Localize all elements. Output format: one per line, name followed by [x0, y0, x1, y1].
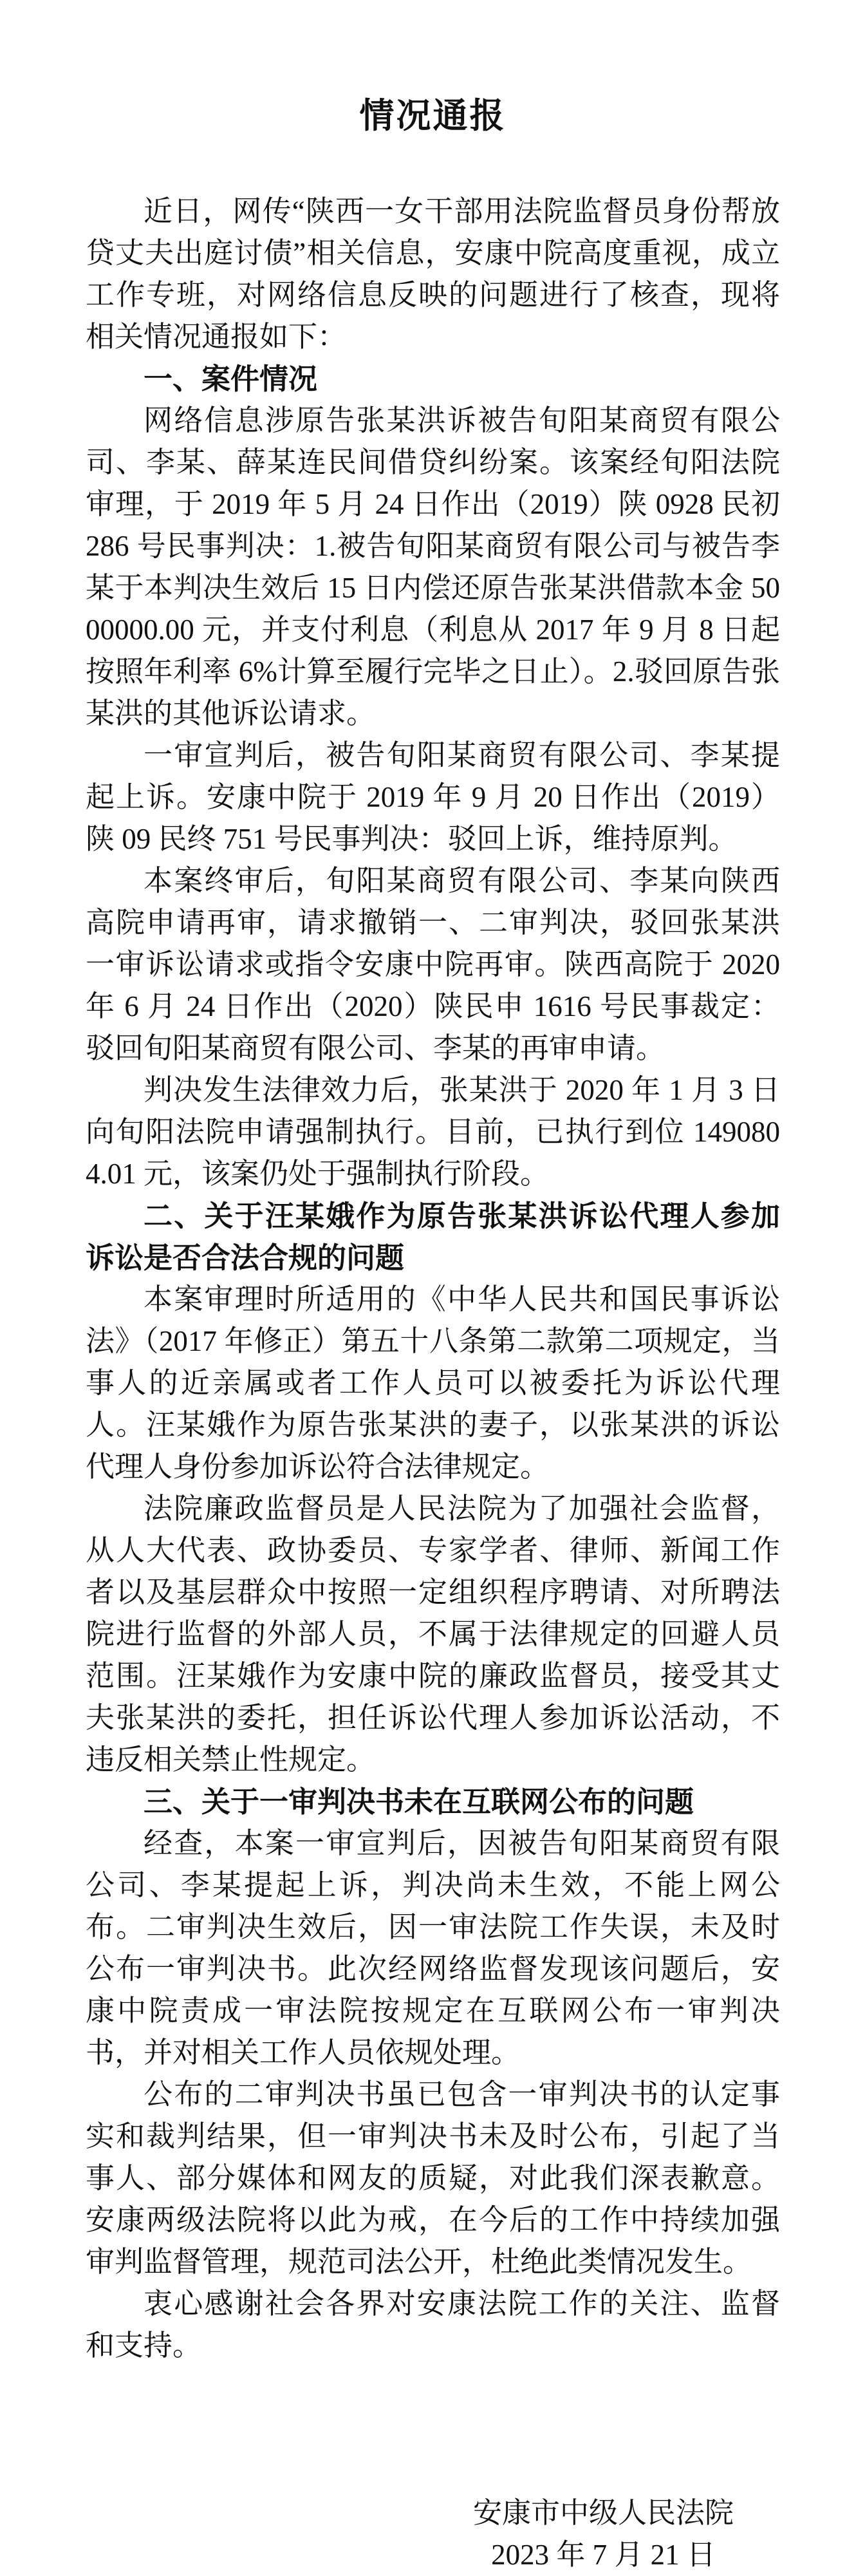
paragraph-apology-commitment: 公布的二审判决书虽已包含一审判决书的认定事实和裁判结果，但一审判决书未及时公布，引起了当事人、部分媒体和网友的质疑，对此我们深表歉意。安康两级法院将以此为戒，在今后的工作中持续加强审判监督管理，规范司法公开，杜绝此类情况发生。: [86, 2078, 780, 2278]
paragraph-case-overview: 网络信息涉原告张某洪诉被告旬阳某商贸有限公司、李某、薛某连民间借贷纠纷案。该案经旬阳法院审理，于 2019 年 5 月 24 日作出（2019）陕 0928 民初 286 号民事判决：1.被告旬阳某商贸有限公司与被告李某于本判决生效后 15 日内偿还原告张某洪借款本金 5000000.00 元，并支付利息（利息从 2017 年 9 月 8 日起按照年利率 6%计算至履行完毕之日止）。2.驳回原告张某洪的其他诉讼请求。: [86, 404, 780, 729]
signature-date: 2023 年 7 月 21 日: [491, 2539, 716, 2571]
document-body: [86, 191, 780, 2367]
section-heading-judgment-publication: 三、关于一审判决书未在互联网公布的问题: [144, 1785, 694, 1818]
paragraph-enforcement-status: 判决发生法律效力后，张某洪于 2020 年 1 月 3 日向旬阳法院申请强制执行。目前，已执行到位 1490804.01 元，该案仍处于强制执行阶段。: [86, 1074, 780, 1190]
paragraph-first-appeal: 一审宣判后，被告旬阳某商贸有限公司、李某提起上诉。安康中院于 2019 年 9 月 20 日作出（2019）陕 09 民终 751 号民事判决：驳回上诉，维持原判。: [86, 739, 780, 855]
paragraph-supervisor-role: 法院廉政监督员是人民法院为了加强社会监督，从人大代表、政协委员、专家学者、律师、新闻工作者以及基层群众中按照一定组织程序聘请、对所聘法院进行监督的外部人员，不属于法律规定的回避人员范围。汪某娥作为安康中院的廉政监督员，接受其丈夫张某洪的委托，担任诉讼代理人参加诉讼活动，不违反相关禁止性规定。: [86, 1492, 780, 1776]
paragraph-law-provision: 本案审理时所适用的《中华人民共和国民事诉讼法》（2017 年修正）第五十八条第二款第二项规定，当事人的近亲属或者工作人员可以被委托为诉讼代理人。汪某娥作为原告张某洪的妻子，以张某洪的诉讼代理人身份参加诉讼符合法律规定。: [86, 1283, 780, 1483]
intro-paragraph: 近日，网传“陕西一女干部用法院监督员身份帮放贷丈夫出庭讨债”相关信息，安康中院高度重视，成立工作专班，对网络信息反映的问题进行了核查，现将相关情况通报如下：: [86, 195, 780, 353]
section-heading-case-facts: 一、案件情况: [144, 362, 318, 395]
paragraph-thanks: 衷心感谢社会各界对安康法院工作的关注、监督和支持。: [86, 2288, 780, 2362]
document-title: 情况通报: [359, 97, 507, 135]
section-heading-litigation-agent: 二、关于汪某娥作为原告张某洪诉讼代理人参加诉讼是否合法合规的问题: [86, 1199, 780, 1274]
signature-organization: 安康市中级人民法院: [472, 2497, 734, 2529]
signature-inner: [473, 2492, 734, 2576]
paragraph-publication-investigation: 经查，本案一审宣判后，因被告旬阳某商贸有限公司、李某提起上诉，判决尚未生效，不能上网公布。二审判决生效后，因一审法院工作失误，未及时公布一审判决书。此次经网络监督发现该问题后，安康中院责成一审法院按规定在互联网公布一审判决书，并对相关工作人员依规处理。: [86, 1827, 780, 2069]
signature-block: [86, 2492, 780, 2576]
paragraph-retrial-application: 本案终审后，旬阳某商贸有限公司、李某向陕西高院申请再审，请求撤销一、二审判决，驳回张某洪一审诉讼请求或指令安康中院再审。陕西高院于 2020 年 6 月 24 日作出（2020）陕民申 1616 号民事裁定：驳回旬阳某商贸有限公司、李某的再审申请。: [86, 865, 780, 1064]
